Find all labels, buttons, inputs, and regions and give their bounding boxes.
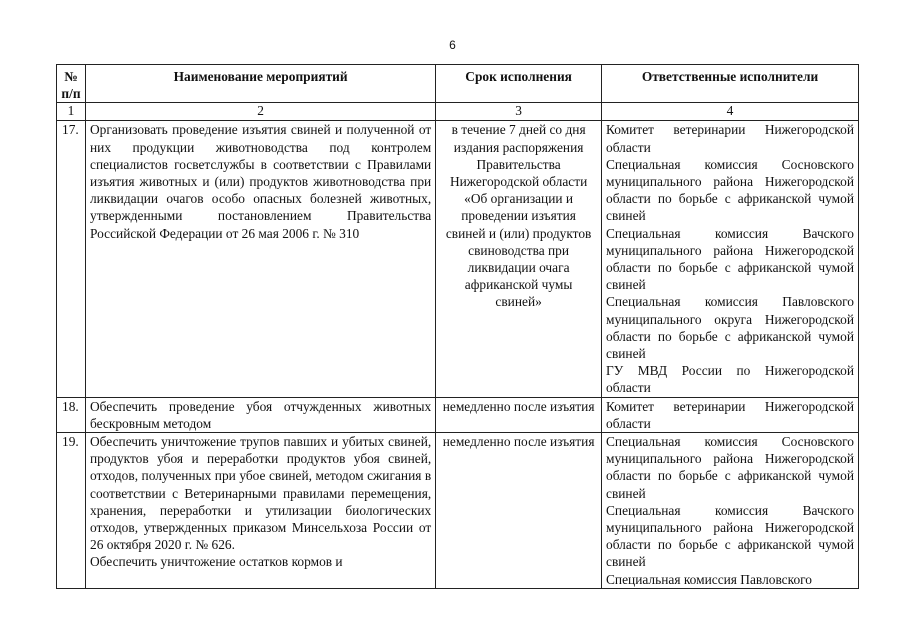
measure-term: [436, 433, 602, 589]
responsible-item: Специальная комиссия Вачского муниципального района Нижегородской области по борьбе с африканской чумой свиней: [606, 225, 854, 293]
responsible-item: ГУ МВД России по Нижегородской области: [606, 363, 854, 396]
measure-text: Обеспечить уничтожение трупов павших и убитых свиней, продуктов убоя и переработки продуктов убоя свиней, отходов, полученных при убое свиней, методом сжигания в соответствии с Ветеринарными правилами перемещения, хранения, переработки и утилизации биологических отходов, утвержденных приказом Минсельхоза России от 26 октября 2020 г. № 626.: [90, 434, 432, 553]
table-row: [57, 397, 859, 432]
row-number: 18.: [57, 397, 86, 432]
measure-text: Организовать проведение изъятия свиней и полученной от них продукции животноводства под контролем специалистов госветслужбы в соответствии с Правилами изъятия животных и (или) продуктов животноводства при ликвидации очагов особо опасных болезней животных, утвержденными постановлением Правительства Российской Федерации от 26 мая 2006 г. № 310: [90, 122, 432, 241]
term-text: немедленно после изъятия: [442, 398, 595, 414]
responsible-item: Комитет ветеринарии Нижегородской области: [606, 398, 854, 431]
column-numbers-row: [57, 103, 859, 121]
measure-text-continued: Обеспечить уничтожение остатков кормов и: [90, 554, 343, 570]
term-text: немедленно после изъятия: [442, 434, 595, 450]
measure-name: [86, 397, 436, 432]
measure-name: [86, 433, 436, 589]
responsible-cell: [602, 121, 859, 397]
responsible-cell: [602, 397, 859, 432]
measure-name: [86, 121, 436, 397]
responsible-item: Комитет ветеринарии Нижегородской области: [606, 122, 854, 155]
responsible-item: Специальная комиссия Павловского: [606, 571, 813, 587]
header-num: № п/п: [57, 65, 86, 103]
table-row: [57, 433, 859, 589]
responsible-item: Специальная комиссия Сосновского муниципального района Нижегородской области по борьбе с африканской чумой свиней: [606, 156, 854, 224]
measure-text: Обеспечить проведение убоя отчужденных животных бескровным методом: [90, 398, 432, 431]
header-responsible: Ответственные исполнители: [602, 65, 859, 103]
column-number: 3: [436, 103, 602, 121]
table-row: [57, 121, 859, 397]
responsible-item: Специальная комиссия Сосновского муниципального района Нижегородской области по борьбе с африканской чумой свиней: [606, 434, 854, 501]
column-number: 4: [602, 103, 859, 121]
page-number: 6: [449, 38, 456, 52]
responsible-item: Специальная комиссия Вачского муниципального района Нижегородской области по борьбе с африканской чумой свиней: [606, 502, 854, 570]
column-number: 1: [57, 103, 86, 121]
measure-term: [436, 397, 602, 432]
term-text: в течение 7 дней со дня издания распоряжения Правительства Нижегородской области «Об организации и проведении изъятия свиней и (или) продуктов свиноводства при ликвидации очага африканской чумы свиней»: [445, 122, 592, 310]
responsible-item: Специальная комиссия Павловского муниципального округа Нижегородской области по борьбе с африканской чумой свиней: [606, 294, 854, 362]
responsible-cell: [602, 433, 859, 589]
column-number: 2: [86, 103, 436, 121]
measure-term: [436, 121, 602, 397]
header-name: Наименование мероприятий: [86, 65, 436, 103]
header-term: Срок исполнения: [436, 65, 602, 103]
row-number: 19.: [57, 433, 86, 589]
row-number: 17.: [57, 121, 86, 397]
measures-table: [56, 64, 859, 589]
table-header-row: [57, 65, 859, 103]
